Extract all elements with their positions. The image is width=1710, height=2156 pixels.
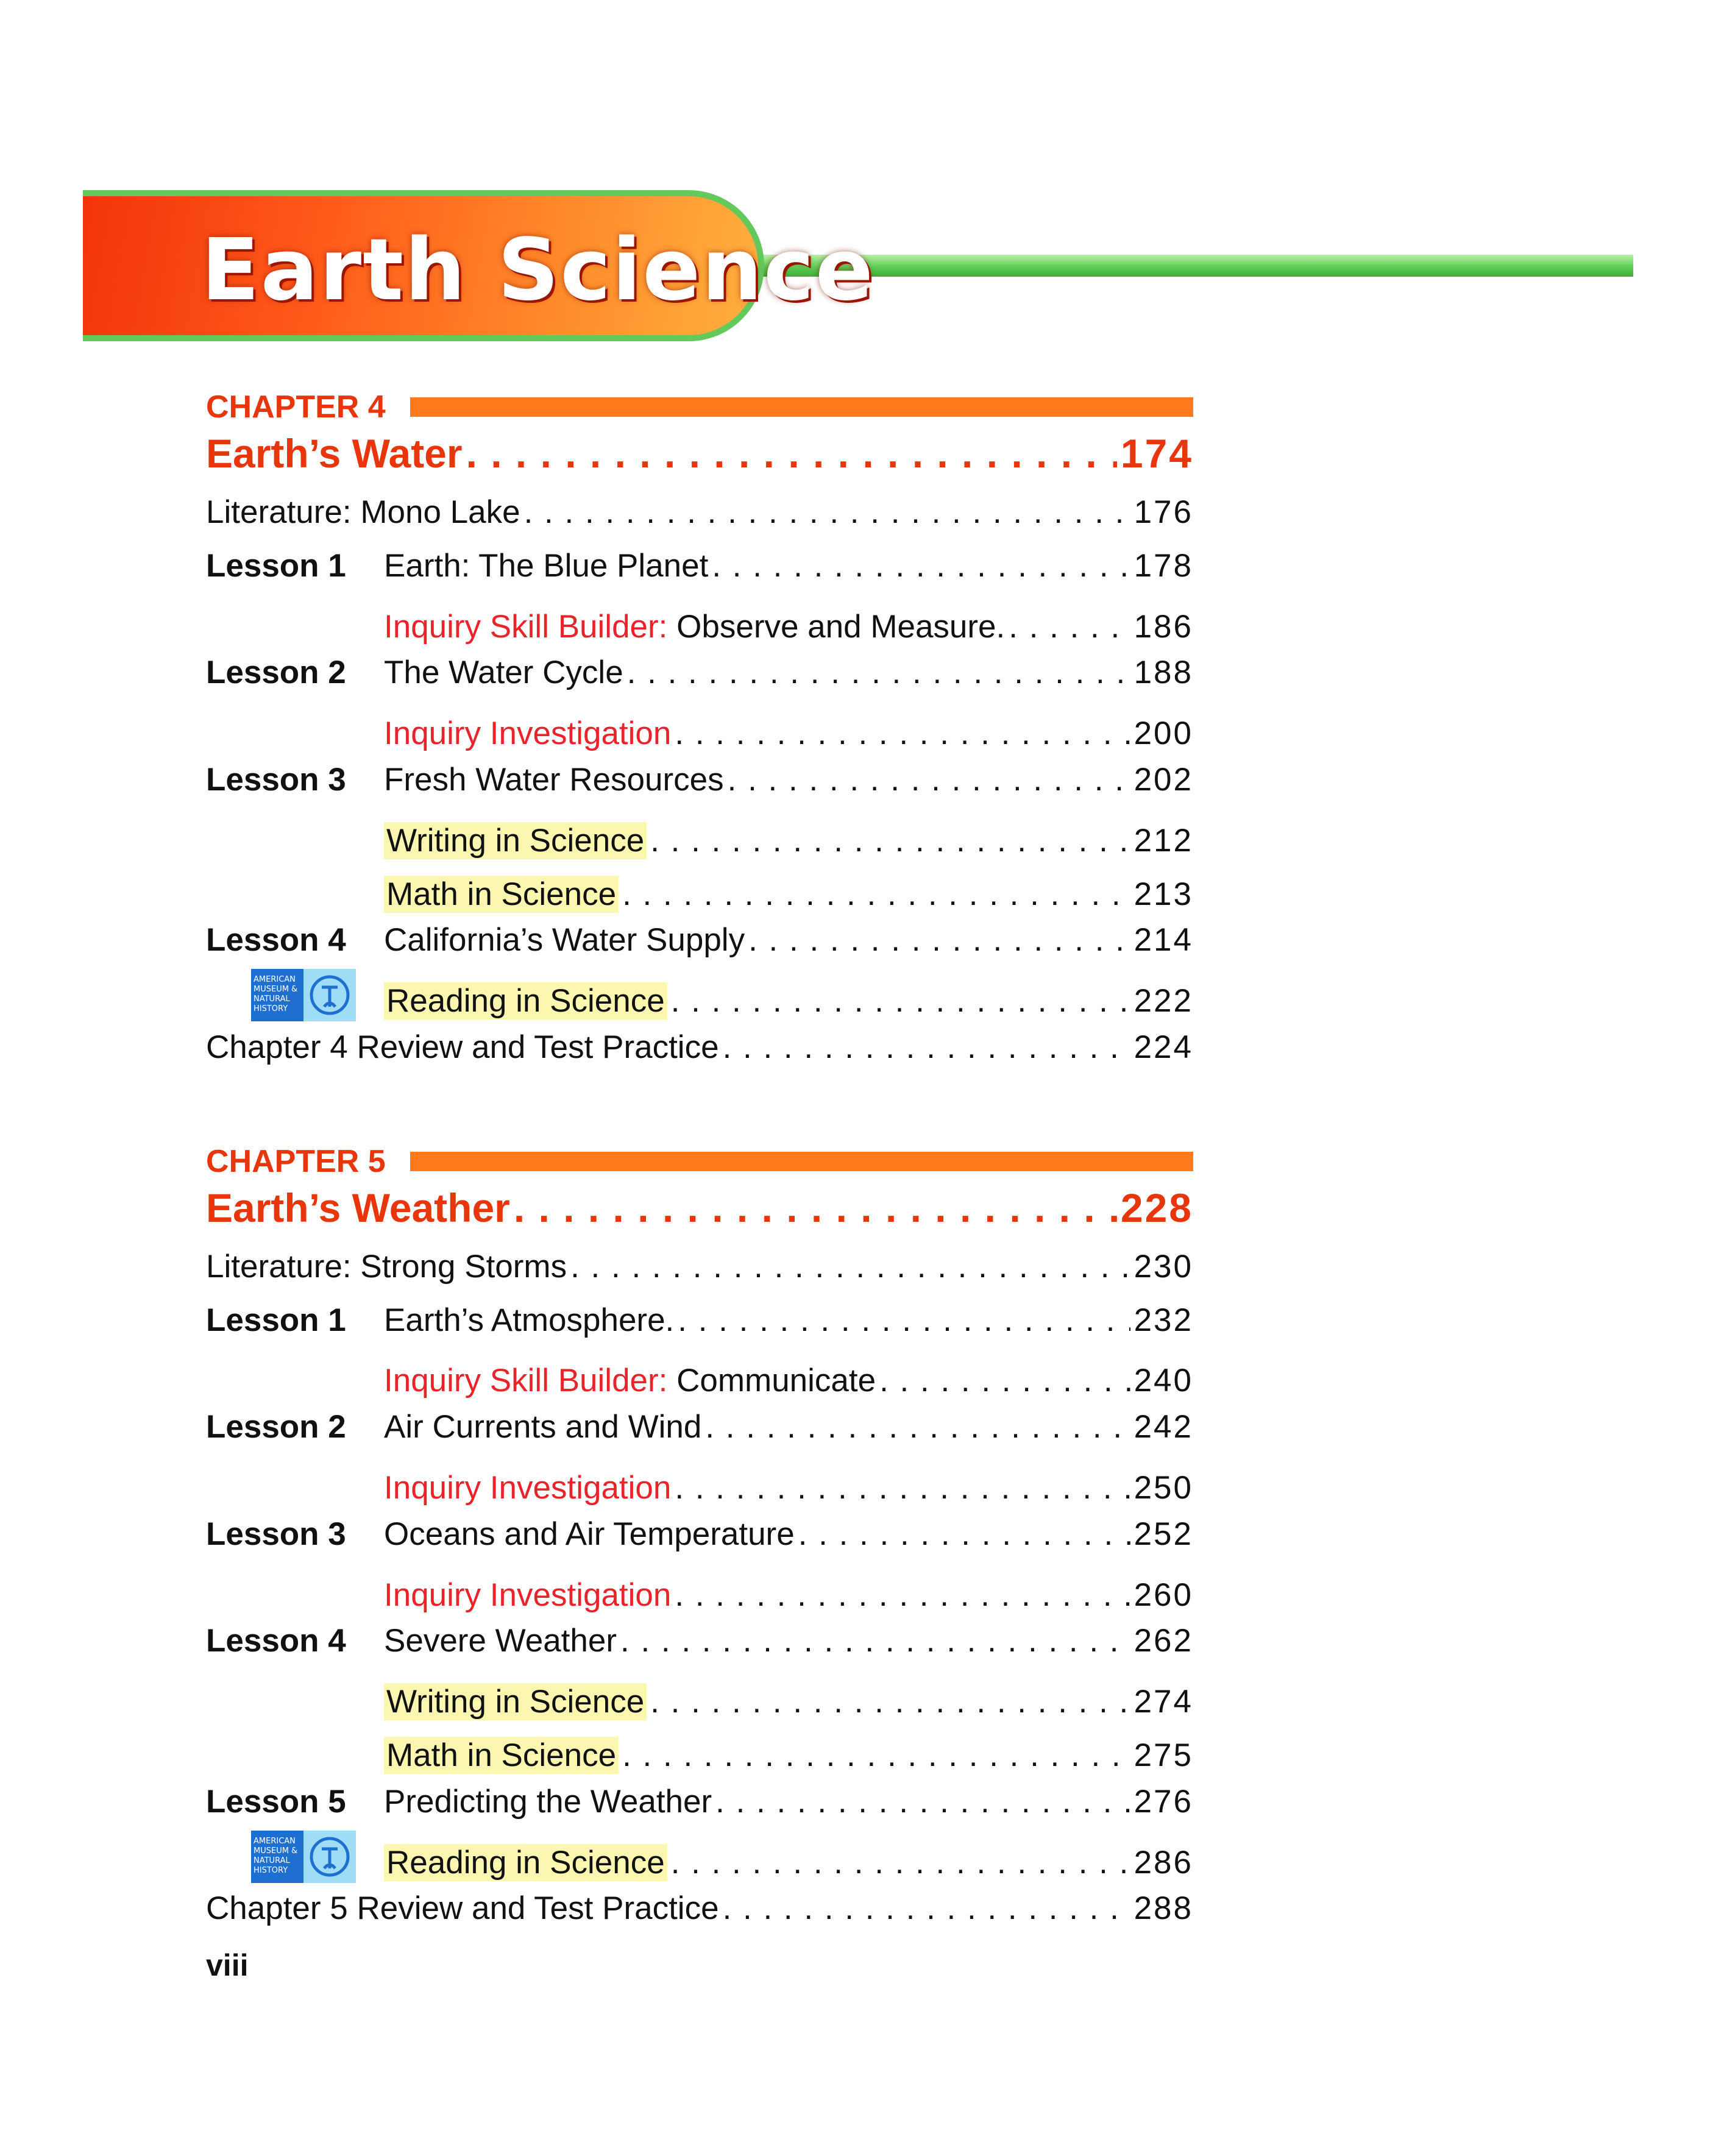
leader-dots [627,654,1130,691]
page-number-ref: 212 [1133,822,1193,859]
page-number-ref: 274 [1133,1684,1193,1720]
toc-row[interactable] [206,761,1193,815]
leader-dots [879,1362,1130,1399]
leader-dots [622,876,1130,913]
feature-title: Math in Science [384,876,619,913]
entry-title: Oceans and Air Temperature [384,1516,795,1552]
page-number-ref: 240 [1133,1363,1193,1399]
toc-row[interactable] [206,815,1193,868]
leader-dots [715,1783,1130,1820]
leader-dots [514,1185,1117,1231]
page-number-ref: 213 [1133,876,1193,912]
lesson-label: Lesson 1 [206,1302,346,1338]
leader-dots [1009,608,1130,645]
page-number-ref: 242 [1133,1409,1193,1445]
leader-dots [671,982,1130,1019]
chapter-block [206,384,1193,1082]
page-number-ref: 288 [1133,1890,1193,1927]
leader-dots [748,921,1130,959]
feature-title: Writing in Science [384,822,647,859]
toc-row[interactable] [206,1355,1193,1408]
entry-title: Literature: Strong Storms [206,1248,567,1285]
entry-text: Communicate [676,1363,876,1399]
page-number-ref: 188 [1133,654,1193,691]
inquiry-investigation-label: Inquiry Investigation [384,1469,672,1506]
lesson-label: Lesson 4 [206,1623,346,1659]
leader-dots [620,1622,1130,1659]
toc-row[interactable] [206,1302,1193,1355]
toc-row[interactable] [206,1462,1193,1516]
toc-row[interactable] [206,1248,1193,1302]
leader-dots [650,822,1130,859]
toc-row[interactable] [206,494,1193,547]
page-number-ref: 260 [1133,1576,1193,1613]
leader-dots [675,715,1130,752]
page-number: viii [206,1948,249,1982]
lesson-spacer [206,1569,384,1606]
amnh-logo-icon [251,1831,356,1883]
toc-row[interactable] [206,1516,1193,1569]
table-of-contents [206,384,1193,1999]
chapter-title-row[interactable] [206,1185,1193,1248]
amnh-logo-mark [303,969,356,1021]
entry-title: Chapter 4 Review and Test Practice [206,1029,719,1065]
lesson-label: Lesson 2 [206,654,346,691]
lesson-spacer [206,1676,384,1712]
page-number-ref: 200 [1133,715,1193,752]
page-number-ref: 250 [1133,1469,1193,1506]
toc-row[interactable] [206,921,1193,975]
entry-title: Predicting the Weather [384,1783,712,1820]
lesson-label: Lesson 2 [206,1409,346,1445]
chapter-title: Earth’s Water [206,431,463,476]
toc-row[interactable] [206,1890,1193,1943]
leader-dots [728,761,1130,798]
lesson-spacer [206,1837,384,1873]
chapter-title: Earth’s Weather [206,1185,510,1230]
leader-dots [798,1516,1130,1553]
chapter-title-page: 174 [1120,431,1193,476]
toc-row[interactable] [206,601,1193,654]
lesson-spacer [206,601,384,637]
chapter-block [206,1138,1193,1943]
amnh-logo-text: AMERICAN MUSEUM & NATURAL HISTORY [251,969,303,1021]
leader-dots [723,1890,1130,1927]
chapter-label: CHAPTER 4 [206,389,386,425]
lesson-spacer [206,975,384,1012]
lesson-label: Lesson 4 [206,922,346,959]
leader-dots [675,1469,1130,1506]
lesson-label: Lesson 1 [206,547,346,584]
page-number-ref: 230 [1133,1248,1193,1285]
toc-row[interactable] [206,707,1193,761]
page-number-ref: 178 [1133,547,1193,584]
entry-title [384,608,1005,645]
inquiry-investigation-label: Inquiry Investigation [384,715,672,752]
page-number-ref: 222 [1133,983,1193,1019]
leader-dots [678,1302,1130,1339]
page-number-ref: 176 [1133,494,1193,530]
toc-row[interactable] [206,868,1193,922]
lesson-spacer [206,815,384,851]
page-number-ref: 275 [1133,1737,1193,1773]
page-number-ref: 252 [1133,1516,1193,1552]
entry-title: Fresh Water Resources [384,761,724,798]
leader-dots [705,1408,1130,1445]
entry-title: The Water Cycle [384,654,623,691]
page-number-ref: 232 [1133,1302,1193,1338]
lesson-label: Lesson 5 [206,1783,346,1820]
leader-dots [466,430,1117,477]
feature-title: Math in Science [384,1737,619,1774]
lesson-spacer [206,1355,384,1391]
inquiry-skill-label: Inquiry Skill Builder: [384,1363,668,1399]
inquiry-skill-label: Inquiry Skill Builder: [384,608,668,645]
page-number-ref: 276 [1133,1783,1193,1820]
toc-row[interactable] [206,1783,1193,1837]
chapter-label: CHAPTER 5 [206,1143,386,1179]
page-number-ref: 214 [1133,922,1193,959]
chapter-title-page: 228 [1120,1185,1193,1230]
chapter-title-row[interactable] [206,430,1193,494]
leader-dots [671,1844,1130,1881]
toc-row[interactable] [206,1408,1193,1462]
lesson-label: Lesson 3 [206,761,346,798]
leader-dots [524,494,1130,531]
page-number-ref: 202 [1133,761,1193,798]
toc-row[interactable] [206,1029,1193,1082]
toc-row[interactable] [206,547,1193,601]
banner-title: Earth Science [201,221,875,320]
lesson-spacer [206,1462,384,1498]
entry-title [384,1362,876,1399]
entry-title: Air Currents and Wind [384,1409,702,1445]
toc-row[interactable] [206,1729,1193,1783]
amnh-logo-icon [251,969,356,1021]
toc-row[interactable] [206,1569,1193,1623]
toc-row[interactable] [206,1676,1193,1729]
entry-title: Severe Weather [384,1623,617,1659]
entry-title: Earth: The Blue Planet [384,547,709,584]
page-number-ref: 186 [1133,608,1193,645]
chapter-bar [410,397,1193,417]
inquiry-investigation-label: Inquiry Investigation [384,1576,672,1613]
toc-row[interactable] [206,975,1193,1029]
entry-title: Literature: Mono Lake [206,494,520,530]
feature-title: Reading in Science [384,1844,667,1881]
entry-title: Earth’s Atmosphere. [384,1302,675,1338]
leader-dots [650,1683,1130,1720]
toc-row[interactable] [206,654,1193,707]
amnh-logo-mark [303,1831,356,1883]
amnh-logo-text: AMERICAN MUSEUM & NATURAL HISTORY [251,1831,303,1883]
lesson-spacer [206,707,384,744]
leader-dots [712,547,1130,584]
entry-text: Observe and Measure. [676,608,1006,645]
feature-title: Reading in Science [384,982,667,1019]
leader-dots [675,1576,1130,1614]
feature-title: Writing in Science [384,1683,647,1720]
chapter-header [206,384,1193,430]
leader-dots [570,1248,1130,1285]
lesson-label: Lesson 3 [206,1516,346,1552]
entry-title: Chapter 5 Review and Test Practice [206,1890,719,1927]
toc-row[interactable] [206,1622,1193,1676]
chapter-bar [410,1152,1193,1171]
toc-row[interactable] [206,1837,1193,1890]
entry-title: California’s Water Supply [384,922,745,959]
leader-dots [622,1737,1130,1774]
lesson-spacer [206,868,384,905]
page-number-ref: 262 [1133,1623,1193,1659]
page-number-ref: 224 [1133,1029,1193,1065]
page-number-ref: 286 [1133,1844,1193,1881]
lesson-spacer [206,1729,384,1766]
chapter-header [206,1138,1193,1185]
leader-dots [723,1029,1130,1066]
